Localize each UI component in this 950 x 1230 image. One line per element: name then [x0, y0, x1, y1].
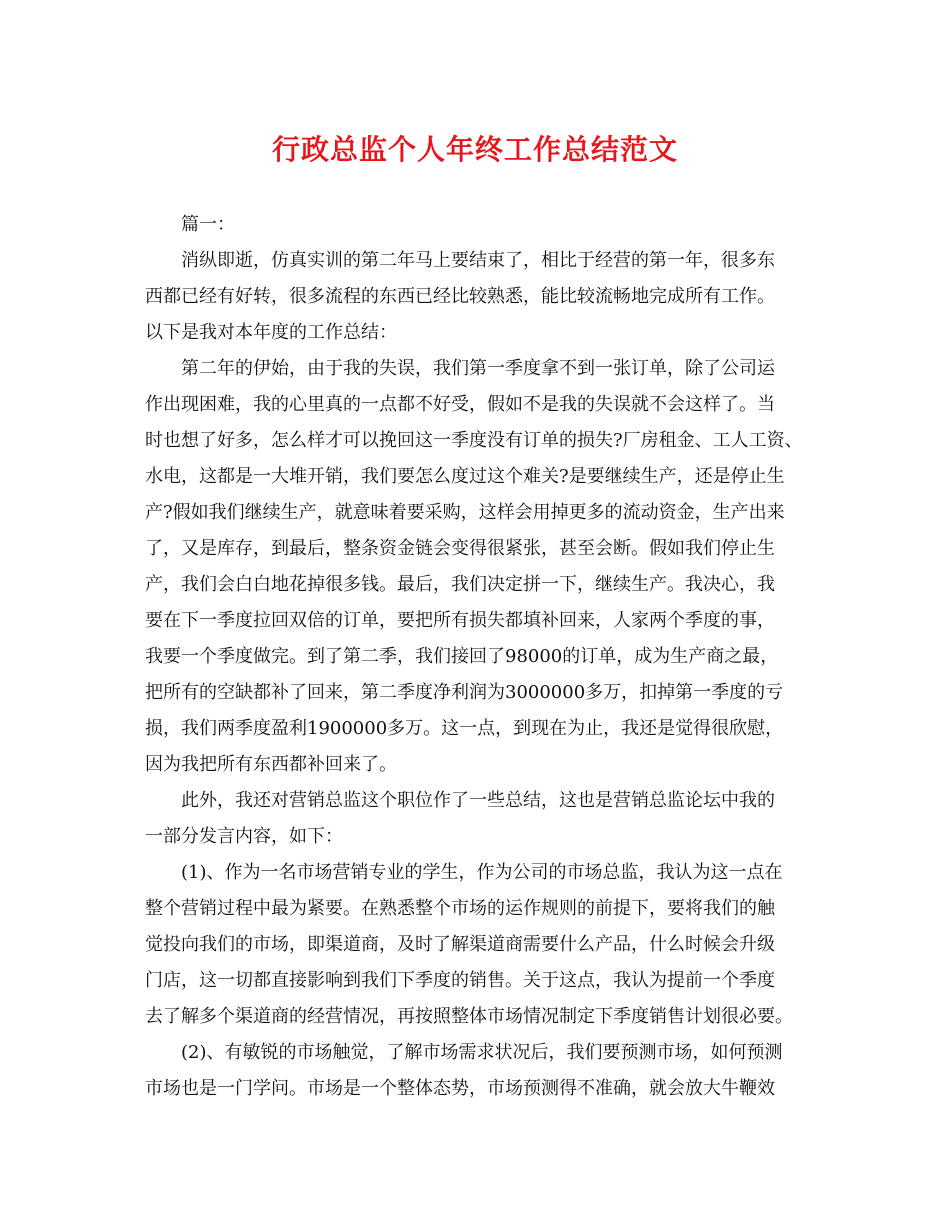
- body-line: 把所有的空缺都补了回来，第二季度净利润为3000000多万，扣掉第一季度的亏: [145, 682, 784, 703]
- body-line: 一部分发言内容，如下：: [145, 826, 343, 847]
- body-line: (1)、作为一名市场营销专业的学生，作为公司的市场总监，我认为这一点在: [181, 862, 783, 883]
- body-line: 去了解多个渠道商的经营情况，再按照整体市场情况制定下季度销售计划很必要。: [145, 1006, 793, 1027]
- body-line: 产?假如我们继续生产，就意味着要采购，这样会用掉更多的流动资金，生产出来: [145, 502, 785, 523]
- body-line: 市场也是一门学问。市场是一个整体态势，市场预测得不准确，就会放大牛鞭效: [145, 1078, 775, 1099]
- body-line: 要在下一季度拉回双倍的订单，要把所有损失都填补回来，人家两个季度的事，: [145, 610, 775, 631]
- body-line: 整个营销过程中最为紧要。在熟悉整个市场的运作规则的前提下，要将我们的触: [145, 898, 775, 919]
- body-line: 产，我们会白白地花掉很多钱。最后，我们决定拼一下，继续生产。我决心，我: [145, 574, 775, 595]
- body-line: 门店，这一切都直接影响到我们下季度的销售。关于这点，我认为提前一个季度: [145, 970, 775, 991]
- body-line: 觉投向我们的市场，即渠道商，及时了解渠道商需要什么产品，什么时候会升级: [145, 934, 775, 955]
- body-line: 作出现困难，我的心里真的一点都不好受，假如不是我的失误就不会这样了。当: [145, 394, 775, 415]
- body-line: 时也想了好多，怎么样才可以挽回这一季度没有订单的损失?厂房租金、工人工资、: [145, 430, 803, 451]
- document-body: [145, 207, 815, 1107]
- body-line: 第二年的伊始，由于我的失误，我们第一季度拿不到一张订单，除了公司运: [181, 358, 775, 379]
- body-line: 西都已经有好转，很多流程的东西已经比较熟悉，能比较流畅地完成所有工作。: [145, 286, 775, 307]
- body-line: 篇一：: [181, 214, 235, 235]
- body-line: (2)、有敏锐的市场触觉，了解市场需求状况后，我们要预测市场，如何预测: [181, 1042, 783, 1063]
- body-line: 消纵即逝，仿真实训的第二年马上要结束了，相比于经营的第一年，很多东: [181, 250, 775, 271]
- body-line: 水电，这都是一大堆开销，我们要怎么度过这个难关?是要继续生产，还是停止生: [145, 466, 785, 487]
- body-line: 因为我把所有东西都补回来了。: [145, 754, 397, 775]
- body-line: 此外，我还对营销总监这个职位作了一些总结，这也是营销总监论坛中我的: [181, 790, 775, 811]
- body-line: 以下是我对本年度的工作总结：: [145, 322, 397, 343]
- body-line: 损，我们两季度盈利1900000多万。这一点，到现在为止，我还是觉得很欣慰，: [145, 718, 784, 739]
- document-title: 行政总监个人年终工作总结范文: [271, 133, 678, 166]
- body-line: 了，又是库存，到最后，整条资金链会变得很紧张，甚至会断。假如我们停止生: [145, 538, 775, 559]
- body-line: 我要一个季度做完。到了第二季，我们接回了98000的订单，成为生产商之最，: [145, 646, 779, 667]
